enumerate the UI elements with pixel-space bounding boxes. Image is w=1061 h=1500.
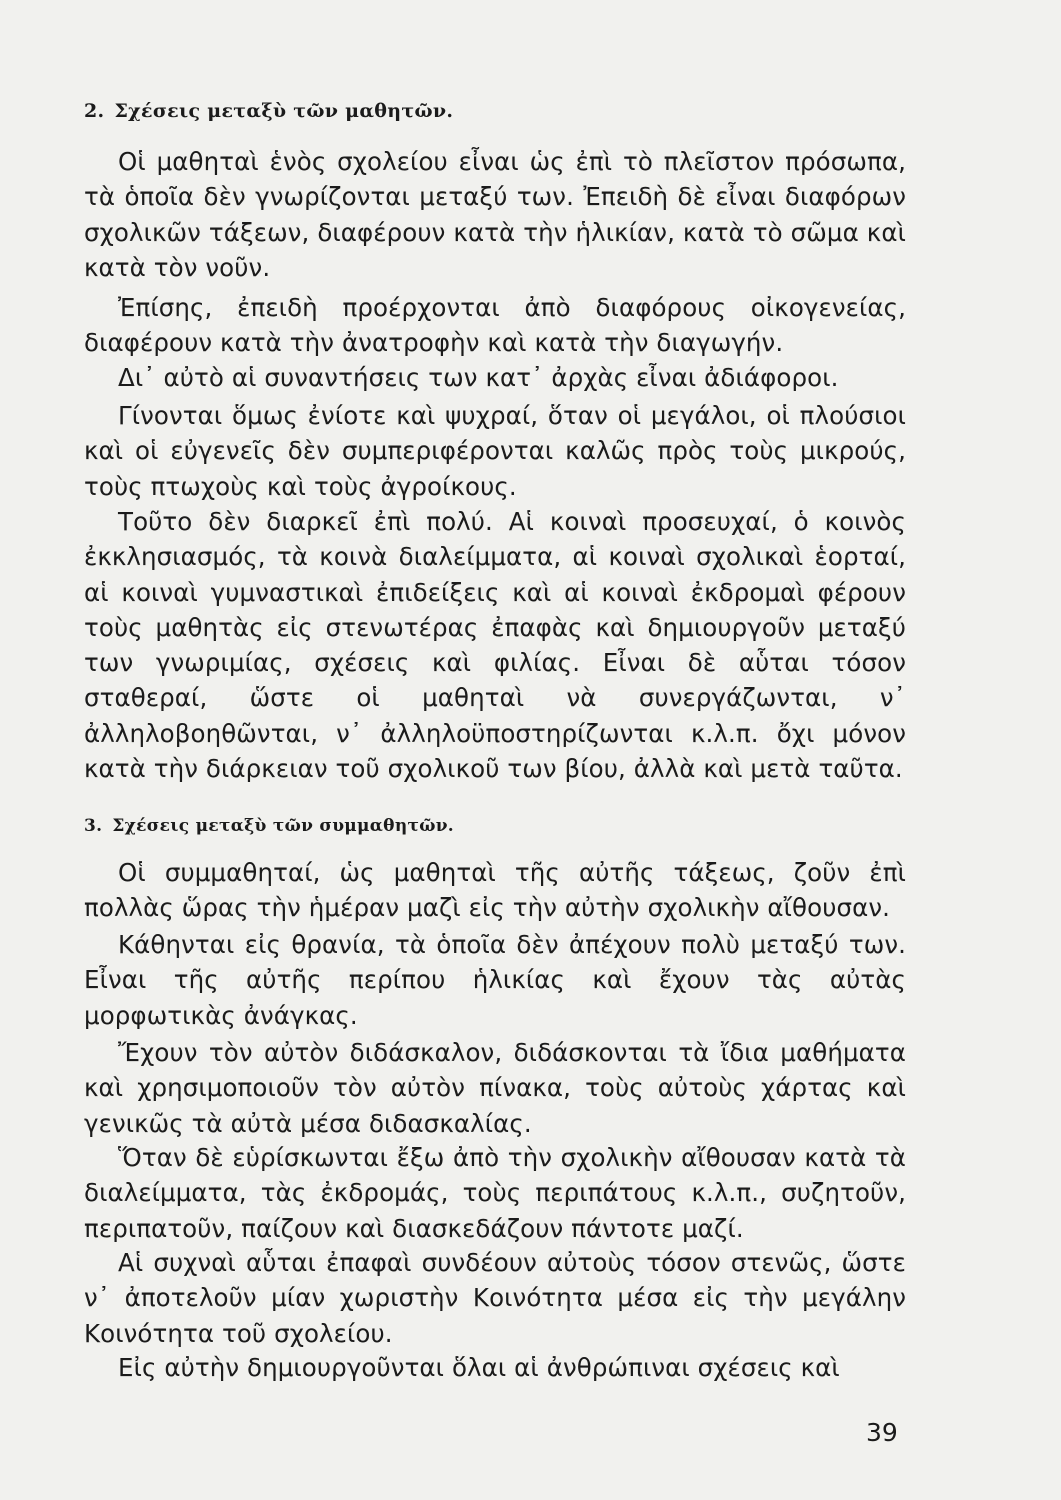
section-3-paragraph-5: Αἱ συχναὶ αὗται ἐπαφαὶ συνδέουν αὐτοὺς τόσον στενῶς, ὥστε ν᾽ ἀποτελοῦν μίαν χωριστὴν Κοινότητα μέσα εἰς τὴν μεγάλην Κοινότητα τοῦ σχολείου.	[84, 1248, 906, 1348]
section-2-number: 2.	[84, 100, 105, 122]
section-3-paragraph-1: Οἱ συμμαθηταί, ὡς μαθηταὶ τῆς αὐτῆς τάξεως, ζοῦν ἐπὶ πολλὰς ὥρας τὴν ἡμέραν μαζὶ εἰς τὴν αὐτὴν σχολικὴν αἴθουσαν.	[84, 858, 906, 923]
section-3-heading	[84, 816, 454, 836]
section-2-paragraph-1: Οἱ μαθηταὶ ἑνὸς σχολείου εἶναι ὡς ἐπὶ τὸ πλεῖστον πρόσωπα, τὰ ὁποῖα δὲν γνωρίζονται μεταξύ των. Ἐπειδὴ δὲ εἶναι διαφόρων σχολικῶν τάξεων, διαφέρουν κατὰ τὴν ἡλικίαν, κατὰ τὸ σῶμα καὶ κατὰ τὸν νοῦν.	[84, 147, 906, 282]
page-number: 39	[866, 1418, 898, 1447]
section-2-paragraph-3: Δι᾽ αὐτὸ αἱ συναντήσεις των κατ᾽ ἀρχὰς εἶναι ἀδιάφοροι.	[118, 363, 839, 392]
section-2-paragraph-2: Ἐπίσης, ἐπειδὴ προέρχονται ἀπὸ διαφόρους οἰκογενείας, διαφέρουν κατὰ τὴν ἀνατροφὴν καὶ κατὰ τὴν διαγωγήν.	[84, 293, 906, 358]
section-3-paragraph-3: Ἔχουν τὸν αὐτὸν διδάσκαλον, διδάσκονται τὰ ἴδια μαθήματα καὶ χρησιμοποιοῦν τὸν αὐτὸν πίνακα, τοὺς αὐτοὺς χάρτας καὶ γενικῶς τὰ αὐτὰ μέσα διδασκαλίας.	[84, 1038, 906, 1138]
section-3-paragraph-6: Εἰς αὐτὴν δημιουργοῦνται ὅλαι αἱ ἀνθρώπιναι σχέσεις καὶ	[118, 1353, 840, 1382]
section-2-paragraph-5: Τοῦτο δὲν διαρκεῖ ἐπὶ πολύ. Αἱ κοιναὶ προσευχαί, ὁ κοινὸς ἐκκλησιασμός, τὰ κοινὰ διαλείμματα, αἱ κοιναὶ σχολικαὶ ἑορταί, αἱ κοιναὶ γυμναστικαὶ ἐπιδείξεις καὶ αἱ κοιναὶ ἐκδρομαὶ φέρουν τοὺς μαθητὰς εἰς στενωτέρας ἐπαφὰς καὶ δημιουργοῦν μεταξύ των γνωριμίας, σχέσεις καὶ φιλίας. Εἶναι δὲ αὗται τόσον σταθεραί, ὥστε οἱ μαθηταὶ νὰ συνεργάζωνται, ν᾽ ἀλληλοβοηθῶνται, ν᾽ ἀλληλοϋποστηρίζωνται κ.λ.π. ὄχι μόνον κατὰ τὴν διάρκειαν τοῦ σχολικοῦ των βίου, ἀλλὰ καὶ μετὰ ταῦτα.	[84, 507, 906, 784]
section-2-heading	[84, 100, 453, 122]
section-2-title: Σχέσεις μεταξὺ τῶν μαθητῶν.	[114, 100, 454, 122]
section-3-title: Σχέσεις μεταξὺ τῶν συμμαθητῶν.	[112, 816, 455, 836]
section-3-paragraph-4: Ὅταν δὲ εὑρίσκωνται ἔξω ἀπὸ τὴν σχολικὴν αἴθουσαν κατὰ τὰ διαλείμματα, τὰς ἐκδρομάς, τοὺς περιπάτους κ.λ.π., συζητοῦν, περιπατοῦν, παίζουν καὶ διασκεδάζουν πάντοτε μαζί.	[84, 1143, 906, 1243]
section-3-number: 3.	[84, 816, 103, 836]
section-2-paragraph-4: Γίνονται ὅμως ἐνίοτε καὶ ψυχραί, ὅταν οἱ μεγάλοι, οἱ πλούσιοι καὶ οἱ εὐγενεῖς δὲν συμπεριφέρονται καλῶς πρὸς τοὺς μικρούς, τοὺς πτωχοὺς καὶ τοὺς ἀγροίκους.	[84, 401, 906, 501]
section-3-paragraph-2: Κάθηνται εἰς θρανία, τὰ ὁποῖα δὲν ἀπέχουν πολὺ μεταξύ των. Εἶναι τῆς αὐτῆς περίπου ἡλικίας καὶ ἔχουν τὰς αὐτὰς μορφωτικὰς ἀνάγκας.	[84, 930, 906, 1030]
